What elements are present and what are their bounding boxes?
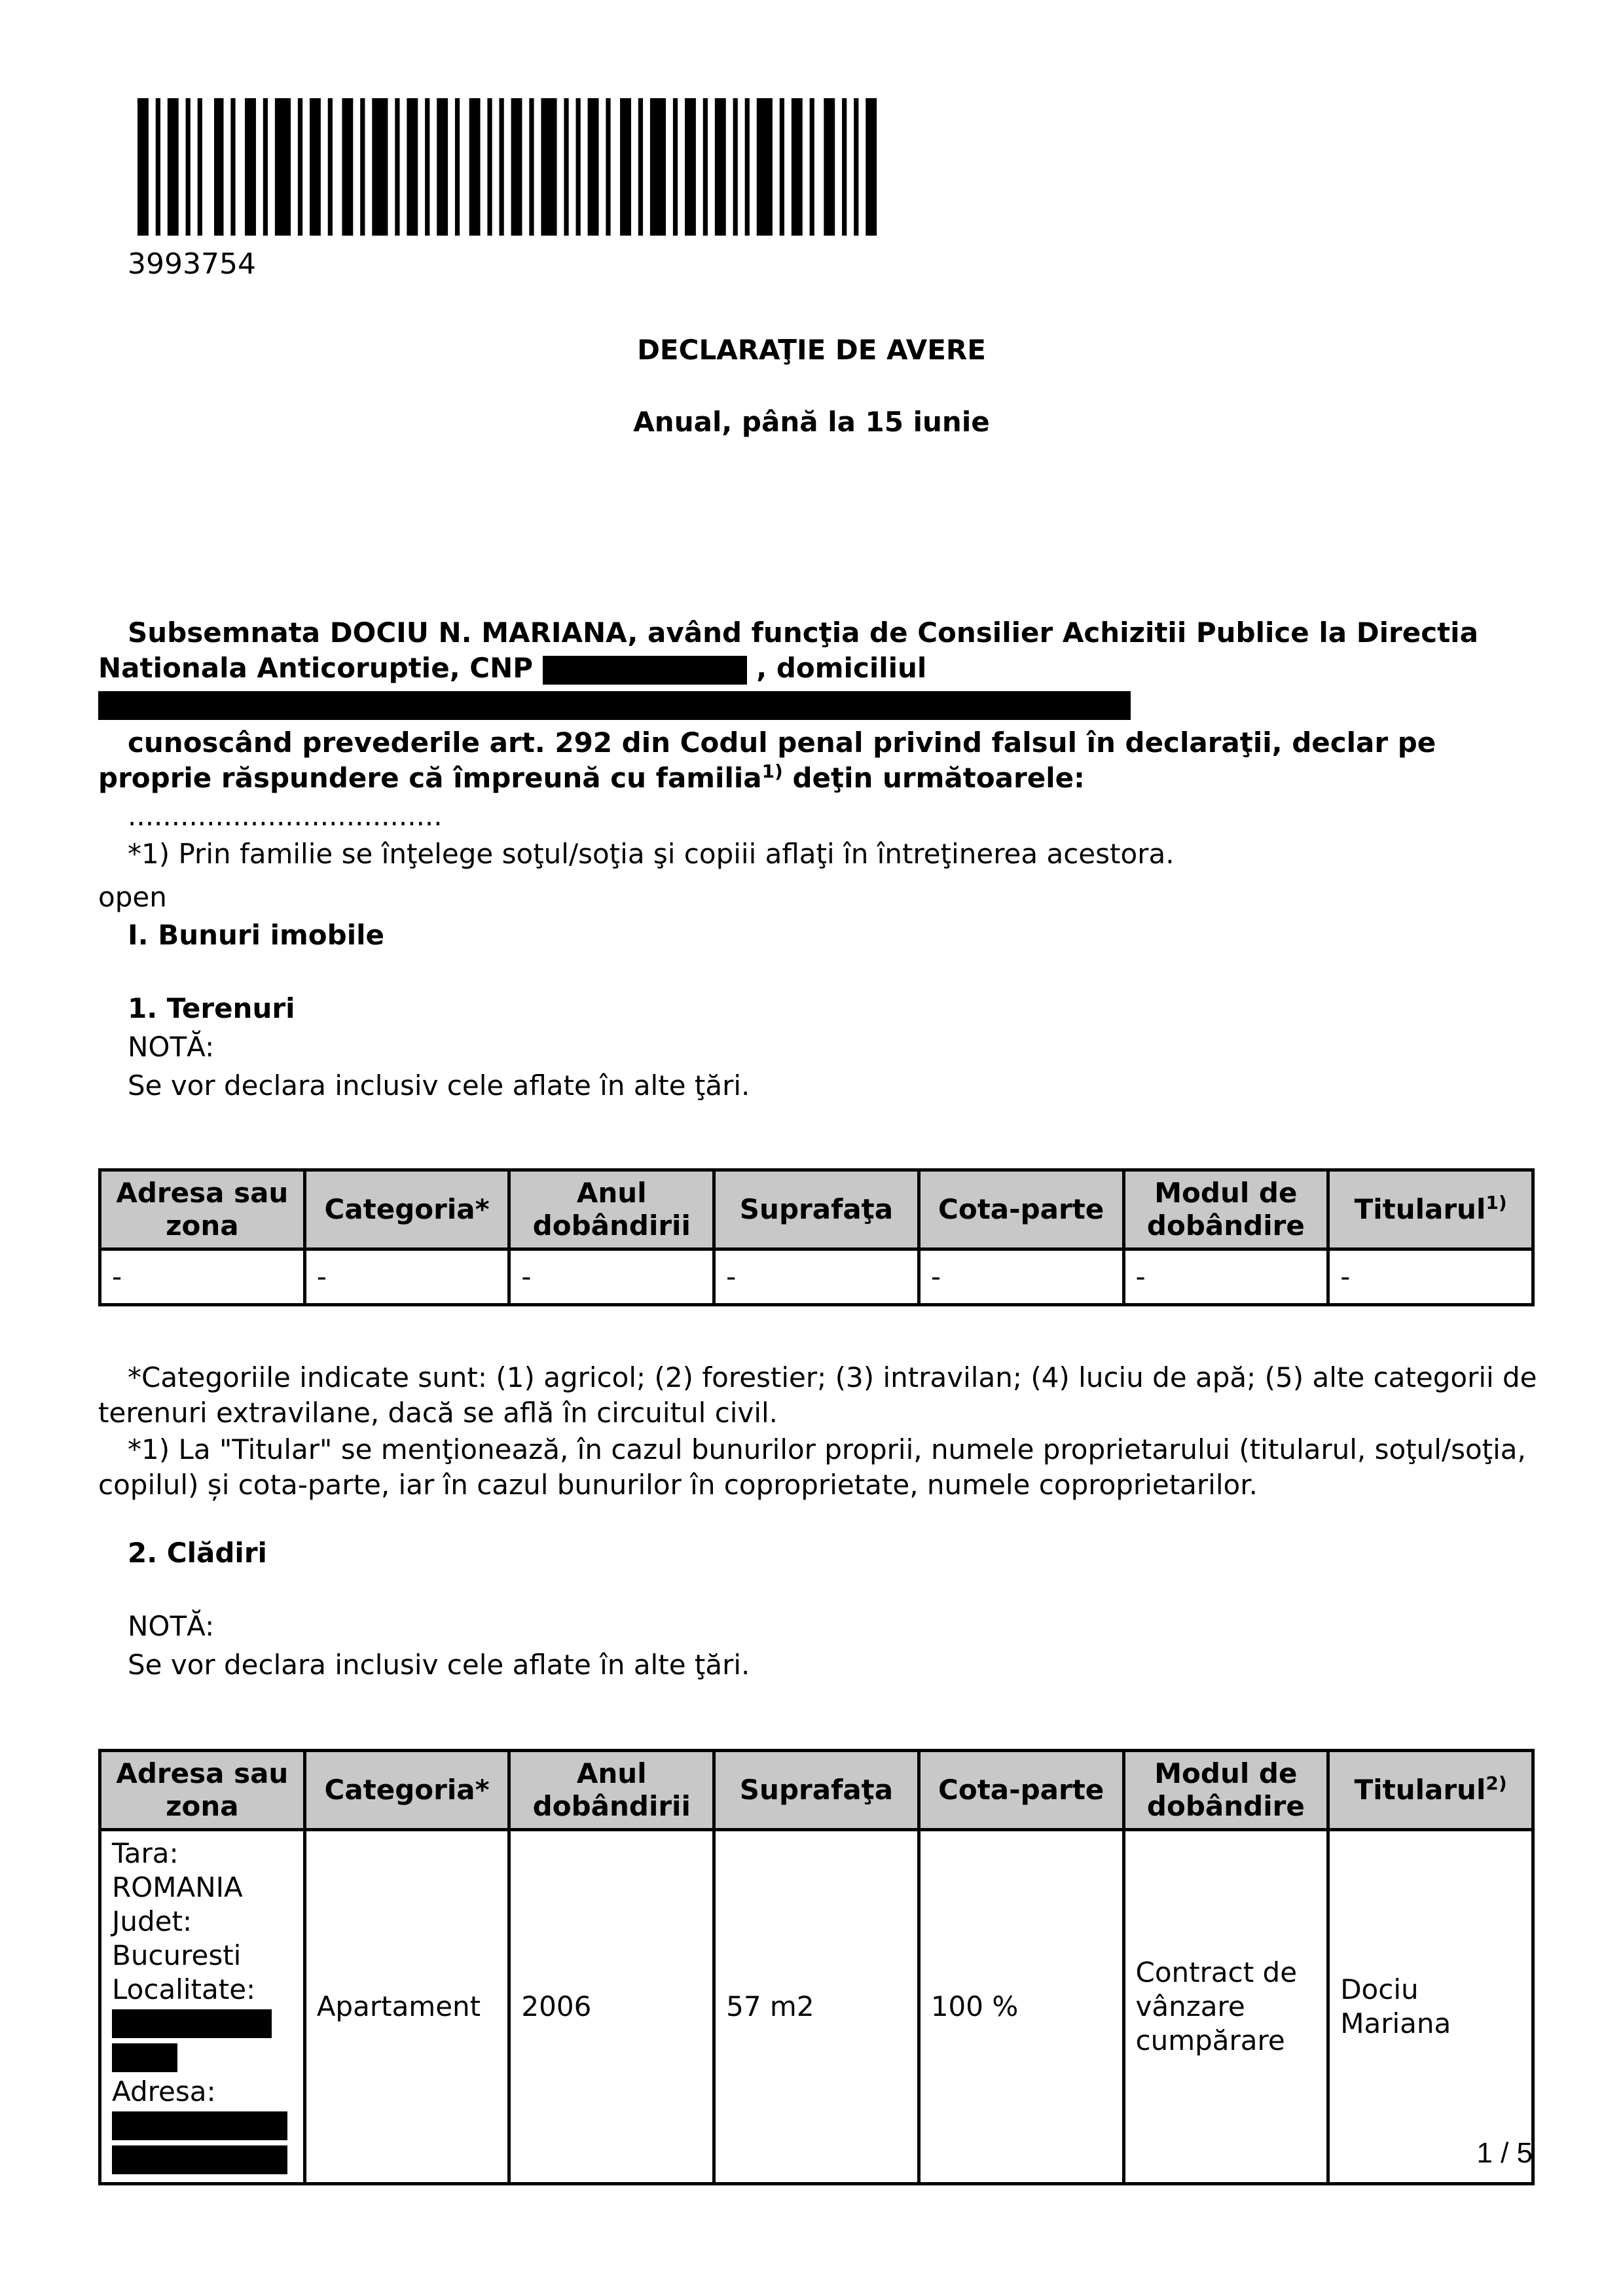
table-cell: -	[1328, 1249, 1533, 1305]
land-table	[98, 1168, 1535, 1306]
barcode-bar	[685, 98, 696, 236]
barcode-bar	[576, 98, 581, 236]
barcode-bar	[437, 98, 448, 236]
barcode-bar	[263, 98, 268, 236]
redacted-locality-continued	[112, 2043, 177, 2072]
barcode-bar	[372, 98, 388, 236]
barcode-bar	[487, 98, 492, 236]
col-header-acquisition-mode: Modul de dobândire	[1123, 1751, 1328, 1830]
document-subtitle: Anual, până la 15 iunie	[633, 406, 990, 438]
page-number: 1 / 5	[1476, 2137, 1533, 2169]
barcode-bar	[137, 98, 149, 236]
col-header-acquisition-mode: Modul de dobândire	[1123, 1170, 1328, 1249]
col-header-share: Cota-parte	[919, 1751, 1123, 1830]
section-title: I. Bunuri imobile	[128, 919, 385, 951]
barcode-bar	[230, 98, 235, 236]
land-heading: 1. Terenuri	[128, 992, 295, 1024]
barcode-bar	[854, 98, 858, 236]
buildings-table-header	[100, 1751, 1533, 1830]
col-header-category: Categoria*	[304, 1170, 509, 1249]
declaration-statement	[98, 725, 1539, 796]
titular-note: *1) La "Titular" se menţionează, în cazul bunurilor proprii, numele proprietarului (titularul, soţul/soţia, copilul) și cota-parte, iar în cazul bunurilor în coproprietate, numele coproprietarilor.	[98, 1433, 1526, 1501]
barcode-bar	[198, 98, 202, 236]
barcode-bar	[425, 98, 429, 236]
open-label: open	[98, 881, 167, 913]
barcode-bar	[824, 98, 835, 236]
barcode-bar	[588, 98, 599, 236]
county-label: Judet:	[112, 1905, 192, 1937]
barcode-bar	[360, 98, 365, 236]
barcode-bar	[310, 98, 321, 236]
barcode-number: 3993754	[128, 247, 256, 281]
col-header-owner: Titularul$^{2)}$	[1328, 1751, 1533, 1830]
barcode-bar	[606, 98, 610, 236]
barcode-bar	[245, 98, 256, 236]
barcode-bar	[407, 98, 418, 236]
barcode-bar	[866, 98, 877, 236]
barcode	[137, 98, 884, 236]
intro-text-3: cunoscând prevederile art. 292 din Codul penal privind falsul în declaraţii, declar pe proprie răspundere că împreună cu familia	[98, 726, 1436, 794]
acquisition-mode-cell: Contract de vânzare cumpărare	[1123, 1830, 1328, 2184]
barcode-bar	[650, 98, 666, 236]
land-note-text: Se vor declara inclusiv cele aflate în alte ţări.	[128, 1069, 750, 1102]
barcode-bar	[757, 98, 773, 236]
barcode-bar	[214, 98, 223, 236]
barcode-bar	[298, 98, 302, 236]
intro-text-2: , domiciliul	[756, 652, 927, 684]
barcode-bar	[745, 98, 750, 236]
barcode-bar	[792, 98, 803, 236]
barcode-bar	[342, 98, 353, 236]
col-header-area: Suprafaţa	[714, 1751, 919, 1830]
barcode-bar	[186, 98, 191, 236]
category-note: *Categoriile indicate sunt: (1) agricol; (2) forestier; (3) intravilan; (4) luciu de apă; (5) alte categorii de terenuri extravilane, dacă se află în circuitul civil.	[98, 1361, 1537, 1429]
category-cell: Apartament	[304, 1830, 509, 2184]
locality-label: Localitate:	[112, 1973, 256, 2005]
redacted-street-continued	[112, 2145, 287, 2174]
document-title: DECLARAŢIE DE AVERE	[637, 334, 986, 366]
table-cell: -	[1123, 1249, 1328, 1305]
col-header-area: Suprafaţa	[714, 1170, 919, 1249]
barcode-bar	[469, 98, 481, 236]
redacted-locality	[112, 2009, 272, 2038]
table-cell: -	[100, 1249, 305, 1305]
col-header-year: Anul dobândirii	[509, 1751, 714, 1830]
barcode-bar	[511, 98, 522, 236]
barcode-bar	[733, 98, 738, 236]
intro-text-1: Subsemnata DOCIU N. MARIANA, având funcţia de Consilier Achizitii Publice la Directia Nationala Anticoruptie, CNP	[98, 617, 1478, 684]
redacted-address-continued	[835, 691, 1131, 720]
barcode-bar	[500, 98, 504, 236]
owner-cell: Dociu Mariana	[1328, 1830, 1533, 2184]
county-value: Bucuresti	[112, 1939, 242, 1971]
redacted-street	[112, 2111, 287, 2140]
land-table-header	[100, 1170, 1533, 1249]
barcode-bar	[620, 98, 631, 236]
share-cell: 100 %	[919, 1830, 1123, 2184]
buildings-heading: 2. Clădiri	[128, 1537, 267, 1569]
barcode-bar	[638, 98, 643, 236]
col-header-category: Categoria*	[304, 1751, 509, 1830]
dots-line: ....................................	[128, 800, 443, 832]
col-header-year: Anul dobândirii	[509, 1170, 714, 1249]
barcode-bar	[842, 98, 847, 236]
barcode-bar	[328, 98, 333, 236]
table-cell: -	[714, 1249, 919, 1305]
barcode-bar	[703, 98, 708, 236]
barcode-bar	[715, 98, 726, 236]
barcode-bar	[673, 98, 678, 236]
country-label: Tara:	[112, 1837, 179, 1869]
col-header-address: Adresa sau zona	[100, 1170, 305, 1249]
redacted-cnp	[543, 656, 747, 685]
barcode-bar	[455, 98, 460, 236]
year-cell: 2006	[509, 1830, 714, 2184]
table-row	[100, 1249, 1533, 1305]
barcode-bar	[810, 98, 814, 236]
barcode-bar	[564, 98, 568, 236]
footnote-marker: 1)	[761, 761, 783, 782]
col-header-address: Adresa sau zona	[100, 1751, 305, 1830]
barcode-bar	[395, 98, 399, 236]
barcode-bar	[541, 98, 556, 236]
barcode-bar	[780, 98, 784, 236]
area-cell: 57 m2	[714, 1830, 919, 2184]
redacted-address	[98, 691, 854, 720]
table-cell: -	[304, 1249, 509, 1305]
buildings-note-text: Se vor declara inclusiv cele aflate în alte ţări.	[128, 1649, 750, 1681]
barcode-bar	[275, 98, 291, 236]
declarant-intro	[98, 615, 1539, 721]
buildings-note-label: NOTĂ:	[128, 1610, 215, 1642]
family-note: *1) Prin familie se înţelege soţul/soţia şi copiii aflaţi în întreţinerea acestora.	[128, 838, 1175, 870]
intro-text-4: deţin următoarele:	[792, 762, 1085, 794]
barcode-bar	[529, 98, 534, 236]
barcode-bar	[168, 98, 179, 236]
country-value: ROMANIA	[112, 1871, 243, 1903]
table-cell: -	[919, 1249, 1123, 1305]
col-header-share: Cota-parte	[919, 1170, 1123, 1249]
col-header-owner: Titularul$^{1)}$	[1328, 1170, 1533, 1249]
table-row	[100, 1830, 1533, 2184]
barcode-bar	[156, 98, 160, 236]
buildings-table	[98, 1749, 1535, 2185]
land-note-label: NOTĂ:	[128, 1031, 215, 1063]
address-label: Adresa:	[112, 2075, 216, 2108]
address-cell	[100, 1830, 305, 2184]
table-cell: -	[509, 1249, 714, 1305]
